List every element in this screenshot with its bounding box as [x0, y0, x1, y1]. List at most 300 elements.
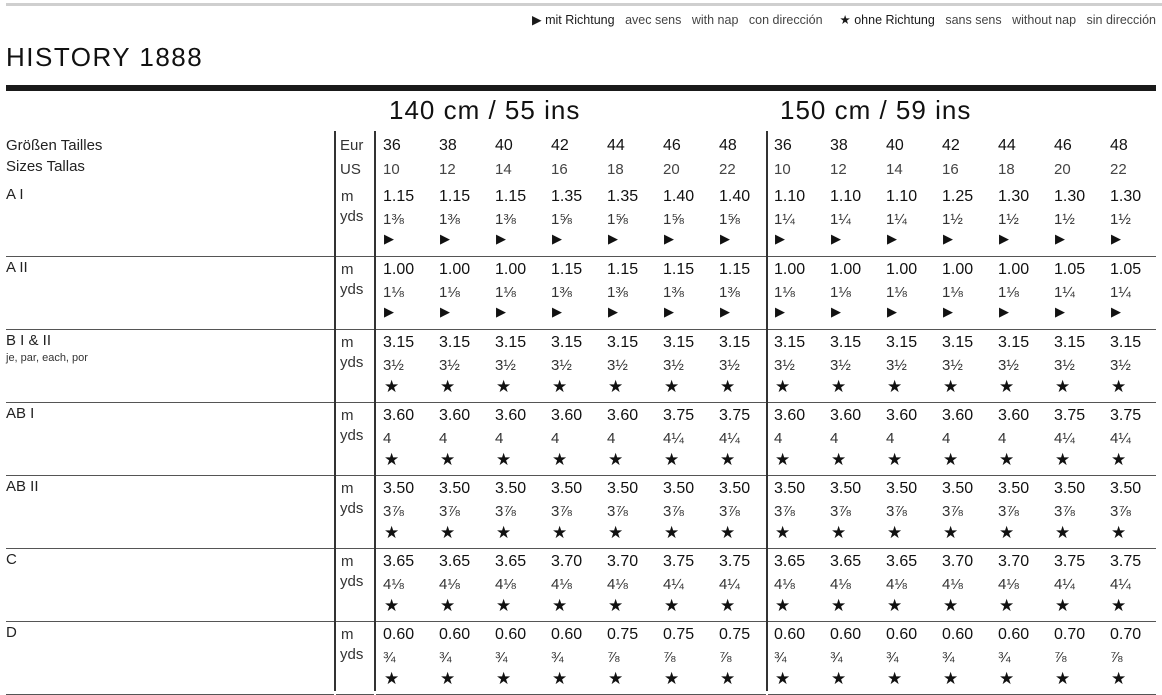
unit-yards: yds: [340, 354, 364, 371]
us-size: 16: [551, 161, 568, 178]
yards-value: 3⅞: [830, 503, 851, 520]
meters-value: 3.60: [495, 407, 527, 424]
without-nap-icon: ★: [1055, 596, 1071, 615]
yards-value: 4⅛: [998, 576, 1019, 593]
yards-value: 4: [383, 430, 392, 447]
without-nap-icon: ★: [552, 377, 568, 396]
meters-value: 3.75: [1054, 553, 1086, 570]
yards-value: 3½: [607, 357, 628, 374]
unit-yards: yds: [340, 500, 364, 517]
meters-value: 1.15: [495, 188, 527, 205]
with-nap-icon: ▶: [999, 304, 1009, 319]
meters-value: 1.00: [830, 261, 862, 278]
unit-meters: m: [341, 407, 354, 424]
yards-value: 1⅝: [607, 211, 628, 228]
meters-value: 3.50: [998, 480, 1030, 497]
meters-value: 3.50: [439, 480, 471, 497]
yards-value: 4¼: [1110, 576, 1131, 593]
meters-value: 3.15: [774, 334, 806, 351]
unit-yards: yds: [340, 281, 364, 298]
piece-label: C: [6, 551, 17, 568]
piece-label: D: [6, 624, 17, 641]
meters-value: 1.00: [439, 261, 471, 278]
meters-value: 1.15: [439, 188, 471, 205]
fabric-width-140: 140 cm / 55 ins: [389, 95, 581, 125]
meters-value: 3.50: [1110, 480, 1142, 497]
yards-value: 4¼: [719, 576, 740, 593]
meters-value: 3.70: [551, 553, 583, 570]
eur-size: 44: [998, 137, 1016, 154]
without-nap-icon: ★: [999, 523, 1015, 542]
yards-value: ¾: [383, 649, 396, 666]
nap-translation: avec sens: [625, 13, 682, 27]
without-nap-icon: ★: [943, 450, 959, 469]
meters-value: 0.75: [719, 626, 751, 643]
meters-value: 1.05: [1110, 261, 1142, 278]
meters-value: 3.60: [551, 407, 583, 424]
unit-meters: m: [341, 480, 354, 497]
meters-value: 3.15: [495, 334, 527, 351]
us-size: 10: [383, 161, 400, 178]
us-size: 12: [439, 161, 456, 178]
piece-label: AB I: [6, 405, 35, 422]
nonap-translation: sans sens: [945, 13, 1002, 27]
without-nap-icon: ★: [1111, 523, 1127, 542]
with-nap-icon: ▶: [608, 231, 618, 246]
without-nap-icon: ★: [384, 523, 400, 542]
with-nap-icon: ▶: [496, 304, 506, 319]
yards-value: 4: [774, 430, 783, 447]
meters-value: 3.60: [830, 407, 862, 424]
yards-value: 1½: [998, 211, 1019, 228]
with-nap-icon: ▶: [1111, 304, 1121, 319]
without-nap-icon: ★: [943, 523, 959, 542]
us-size: 14: [886, 161, 903, 178]
meters-value: 3.15: [607, 334, 639, 351]
without-nap-icon: ★: [608, 523, 624, 542]
yards-value: 3⅞: [551, 503, 572, 520]
yards-value: 4¼: [1110, 430, 1131, 447]
without-nap-icon: ★: [887, 523, 903, 542]
meters-value: 3.65: [495, 553, 527, 570]
meters-value: 1.40: [663, 188, 695, 205]
without-nap-icon: ★: [1111, 669, 1127, 688]
meters-value: 1.00: [886, 261, 918, 278]
with-nap-icon: ▶: [664, 304, 674, 319]
without-nap-icon: ★: [384, 669, 400, 688]
yards-value: 1⅛: [439, 284, 460, 301]
without-nap-icon: ★: [775, 596, 791, 615]
with-nap-icon: ▶: [552, 231, 562, 246]
without-nap-icon: ★: [831, 596, 847, 615]
yards-value: ¾: [942, 649, 955, 666]
with-nap-icon: ▶: [720, 304, 730, 319]
yards-value: 4⅛: [942, 576, 963, 593]
yards-value: 4¼: [719, 430, 740, 447]
yards-value: ¾: [551, 649, 564, 666]
meters-value: 3.60: [998, 407, 1030, 424]
without-nap-icon: ★: [887, 669, 903, 688]
yards-value: 4⅛: [383, 576, 404, 593]
without-nap-icon: ★: [943, 669, 959, 688]
yards-value: 1¼: [1110, 284, 1131, 301]
meters-value: 3.50: [886, 480, 918, 497]
yards-value: ¾: [439, 649, 452, 666]
row-divider: [336, 402, 374, 403]
meters-value: 3.75: [1110, 407, 1142, 424]
yards-value: 1¼: [830, 211, 851, 228]
yards-value: ⅞: [607, 649, 620, 666]
yards-value: 3⅞: [942, 503, 963, 520]
row-divider: [336, 475, 374, 476]
meters-value: 1.10: [830, 188, 862, 205]
yards-value: 4: [942, 430, 951, 447]
meters-value: 1.00: [495, 261, 527, 278]
yards-value: 3⅞: [495, 503, 516, 520]
meters-value: 3.60: [439, 407, 471, 424]
yards-value: 1⅛: [998, 284, 1019, 301]
us-size: 18: [998, 161, 1015, 178]
eur-size: 44: [607, 137, 625, 154]
without-nap-icon: ★: [999, 669, 1015, 688]
yards-value: 3½: [942, 357, 963, 374]
with-nap-icon: ▶: [384, 231, 394, 246]
yards-value: 1⅛: [774, 284, 795, 301]
meters-value: 1.00: [942, 261, 974, 278]
yards-value: 1¼: [886, 211, 907, 228]
yards-value: 3½: [886, 357, 907, 374]
yards-value: ⅞: [719, 649, 732, 666]
yards-value: 3⅞: [774, 503, 795, 520]
meters-value: 0.60: [774, 626, 806, 643]
nap-legend: [532, 12, 1156, 27]
unit-meters: m: [341, 261, 354, 278]
row-divider: [6, 402, 334, 403]
unit-meters: m: [341, 188, 354, 205]
without-nap-icon: ★: [496, 377, 512, 396]
eur-size: 36: [774, 137, 792, 154]
with-nap-icon: ▶: [943, 304, 953, 319]
row-divider: [376, 256, 766, 257]
meters-value: 3.75: [1110, 553, 1142, 570]
row-divider: [768, 329, 1156, 330]
yards-value: 4¼: [1054, 430, 1075, 447]
yards-value: 3½: [1110, 357, 1131, 374]
meters-value: 0.60: [830, 626, 862, 643]
without-nap-icon: ★: [831, 377, 847, 396]
row-divider: [376, 475, 766, 476]
meters-value: 3.50: [383, 480, 415, 497]
meters-value: 3.15: [998, 334, 1030, 351]
us-size: 14: [495, 161, 512, 178]
yards-value: 1⅛: [942, 284, 963, 301]
row-divider: [768, 402, 1156, 403]
meters-value: 3.60: [774, 407, 806, 424]
without-nap-icon: ★: [496, 523, 512, 542]
yards-value: 1⅛: [495, 284, 516, 301]
meters-value: 3.50: [1054, 480, 1086, 497]
with-nap-icon: ▶: [831, 304, 841, 319]
fabric-width-150: 150 cm / 59 ins: [780, 95, 972, 125]
meters-value: 3.75: [663, 407, 695, 424]
size-header-label: Größen Tailles: [6, 137, 103, 154]
unit-yards: yds: [340, 573, 364, 590]
meters-value: 1.40: [719, 188, 751, 205]
page-title: HISTORY 1888: [6, 42, 204, 72]
title-rule: [6, 85, 1156, 91]
eur-size: 38: [439, 137, 457, 154]
eur-size: 48: [1110, 137, 1128, 154]
yards-value: 4: [495, 430, 504, 447]
yards-value: ¾: [998, 649, 1011, 666]
meters-value: 3.15: [1110, 334, 1142, 351]
without-nap-icon: ★: [999, 596, 1015, 615]
without-nap-icon: ★: [608, 669, 624, 688]
yards-value: 4⅛: [439, 576, 460, 593]
without-nap-icon: ★: [831, 450, 847, 469]
without-nap-icon: ★: [775, 523, 791, 542]
without-nap-icon: ★: [496, 669, 512, 688]
with-nap-icon: ▶: [1055, 304, 1065, 319]
us-label: US: [340, 161, 361, 178]
meters-value: 3.65: [774, 553, 806, 570]
yards-value: 4: [998, 430, 1007, 447]
meters-value: 3.15: [942, 334, 974, 351]
yards-value: 4⅛: [607, 576, 628, 593]
unit-yards: yds: [340, 208, 364, 225]
meters-value: 1.35: [607, 188, 639, 205]
nonap-key: ohne Richtung: [854, 13, 935, 27]
yards-value: 1½: [1110, 211, 1131, 228]
without-nap-icon: ★: [440, 596, 456, 615]
row-divider: [6, 329, 334, 330]
yards-value: 1⅛: [383, 284, 404, 301]
us-size: 16: [942, 161, 959, 178]
yards-value: 3½: [551, 357, 572, 374]
yards-value: 1⅝: [551, 211, 572, 228]
meters-value: 3.50: [719, 480, 751, 497]
without-nap-icon: ★: [664, 669, 680, 688]
without-nap-icon: ★: [720, 669, 736, 688]
yards-value: 3⅞: [383, 503, 404, 520]
row-divider: [376, 402, 766, 403]
meters-value: 0.60: [439, 626, 471, 643]
meters-value: 1.30: [998, 188, 1030, 205]
us-size: 22: [1110, 161, 1127, 178]
yards-value: 1⅜: [663, 284, 684, 301]
meters-value: 1.15: [551, 261, 583, 278]
meters-value: 3.15: [439, 334, 471, 351]
yards-value: 1⅜: [439, 211, 460, 228]
meters-value: 0.60: [495, 626, 527, 643]
without-nap-icon: ★: [552, 523, 568, 542]
without-nap-icon: ★: [1111, 450, 1127, 469]
meters-value: 0.60: [886, 626, 918, 643]
meters-value: 1.00: [998, 261, 1030, 278]
with-nap-icon: ▶: [775, 304, 785, 319]
without-nap-icon: ★: [943, 377, 959, 396]
meters-value: 0.60: [551, 626, 583, 643]
meters-value: 1.25: [942, 188, 974, 205]
unit-meters: m: [341, 553, 354, 570]
us-size: 20: [663, 161, 680, 178]
eur-size: 46: [1054, 137, 1072, 154]
meters-value: 3.15: [383, 334, 415, 351]
label-column-divider: [334, 131, 336, 691]
yards-value: ¾: [774, 649, 787, 666]
without-nap-icon: ★: [664, 450, 680, 469]
meters-value: 3.60: [607, 407, 639, 424]
without-nap-icon: ★: [1055, 450, 1071, 469]
without-nap-icon: ★: [887, 377, 903, 396]
meters-value: 3.65: [886, 553, 918, 570]
with-nap-icon: ▶: [608, 304, 618, 319]
yards-value: 1⅜: [383, 211, 404, 228]
without-nap-icon: ★: [664, 596, 680, 615]
nonap-symbol: ★: [839, 13, 851, 27]
yards-value: 1½: [1054, 211, 1075, 228]
unit-meters: m: [341, 334, 354, 351]
yards-value: 4: [607, 430, 616, 447]
yards-value: 3½: [495, 357, 516, 374]
without-nap-icon: ★: [552, 450, 568, 469]
yards-value: 4: [439, 430, 448, 447]
eur-size: 48: [719, 137, 737, 154]
yards-value: 4¼: [663, 430, 684, 447]
us-size: 20: [1054, 161, 1071, 178]
meters-value: 3.50: [830, 480, 862, 497]
yards-value: 1⅝: [719, 211, 740, 228]
without-nap-icon: ★: [831, 523, 847, 542]
meters-value: 3.15: [830, 334, 862, 351]
yards-value: 4⅛: [551, 576, 572, 593]
eur-size: 40: [886, 137, 904, 154]
meters-value: 3.50: [942, 480, 974, 497]
row-divider: [336, 548, 374, 549]
eur-size: 36: [383, 137, 401, 154]
with-nap-icon: ▶: [999, 231, 1009, 246]
meters-value: 3.15: [886, 334, 918, 351]
meters-value: 3.50: [495, 480, 527, 497]
without-nap-icon: ★: [887, 596, 903, 615]
without-nap-icon: ★: [608, 450, 624, 469]
yards-value: 3½: [998, 357, 1019, 374]
width-group-divider: [766, 131, 768, 691]
without-nap-icon: ★: [496, 450, 512, 469]
yards-value: 1⅜: [719, 284, 740, 301]
yards-value: 3⅞: [998, 503, 1019, 520]
yards-value: 3⅞: [719, 503, 740, 520]
meters-value: 3.50: [607, 480, 639, 497]
without-nap-icon: ★: [943, 596, 959, 615]
without-nap-icon: ★: [720, 450, 736, 469]
yards-value: ¾: [495, 649, 508, 666]
with-nap-icon: ▶: [943, 231, 953, 246]
with-nap-icon: ▶: [887, 231, 897, 246]
yards-value: 1⅜: [607, 284, 628, 301]
meters-value: 0.60: [942, 626, 974, 643]
without-nap-icon: ★: [720, 596, 736, 615]
without-nap-icon: ★: [720, 377, 736, 396]
row-divider: [768, 621, 1156, 622]
yards-value: ¾: [830, 649, 843, 666]
meters-value: 1.15: [719, 261, 751, 278]
without-nap-icon: ★: [831, 669, 847, 688]
yards-value: 1⅛: [830, 284, 851, 301]
yards-value: ⅞: [663, 649, 676, 666]
us-size: 12: [830, 161, 847, 178]
meters-value: 1.15: [607, 261, 639, 278]
without-nap-icon: ★: [1055, 669, 1071, 688]
piece-label: AB II: [6, 478, 39, 495]
yards-value: 4⅛: [774, 576, 795, 593]
with-nap-icon: ▶: [887, 304, 897, 319]
without-nap-icon: ★: [999, 450, 1015, 469]
unit-meters: m: [341, 626, 354, 643]
with-nap-icon: ▶: [1111, 231, 1121, 246]
without-nap-icon: ★: [775, 450, 791, 469]
row-divider: [6, 621, 334, 622]
yards-value: 1½: [942, 211, 963, 228]
meters-value: 3.70: [607, 553, 639, 570]
meters-value: 3.70: [942, 553, 974, 570]
yards-value: 1¼: [1054, 284, 1075, 301]
meters-value: 0.70: [1110, 626, 1142, 643]
meters-value: 3.15: [551, 334, 583, 351]
yards-value: 3⅞: [607, 503, 628, 520]
yards-value: ⅞: [1110, 649, 1123, 666]
meters-value: 3.15: [1054, 334, 1086, 351]
meters-value: 1.00: [774, 261, 806, 278]
meters-value: 1.30: [1110, 188, 1142, 205]
without-nap-icon: ★: [775, 377, 791, 396]
us-size: 18: [607, 161, 624, 178]
without-nap-icon: ★: [775, 669, 791, 688]
with-nap-icon: ▶: [496, 231, 506, 246]
nap-key: mit Richtung: [545, 13, 615, 27]
without-nap-icon: ★: [608, 377, 624, 396]
yards-value: 3½: [439, 357, 460, 374]
yards-value: 1¼: [774, 211, 795, 228]
meters-value: 1.15: [663, 261, 695, 278]
eur-size: 46: [663, 137, 681, 154]
meters-value: 1.15: [383, 188, 415, 205]
meters-value: 0.60: [998, 626, 1030, 643]
yards-value: 3½: [383, 357, 404, 374]
meters-value: 1.00: [383, 261, 415, 278]
meters-value: 3.70: [998, 553, 1030, 570]
piece-label: A I: [6, 186, 24, 203]
yards-value: 3½: [1054, 357, 1075, 374]
meters-value: 3.50: [774, 480, 806, 497]
meters-value: 3.65: [439, 553, 471, 570]
without-nap-icon: ★: [552, 596, 568, 615]
without-nap-icon: ★: [384, 596, 400, 615]
yards-value: 4⅛: [495, 576, 516, 593]
row-divider: [768, 548, 1156, 549]
us-size: 22: [719, 161, 736, 178]
without-nap-icon: ★: [664, 523, 680, 542]
meters-value: 3.65: [383, 553, 415, 570]
without-nap-icon: ★: [440, 377, 456, 396]
meters-value: 3.15: [663, 334, 695, 351]
piece-label: B I & II: [6, 332, 52, 349]
yards-value: 4: [886, 430, 895, 447]
meters-value: 3.60: [383, 407, 415, 424]
row-divider: [376, 548, 766, 549]
row-divider: [6, 256, 334, 257]
without-nap-icon: ★: [999, 377, 1015, 396]
